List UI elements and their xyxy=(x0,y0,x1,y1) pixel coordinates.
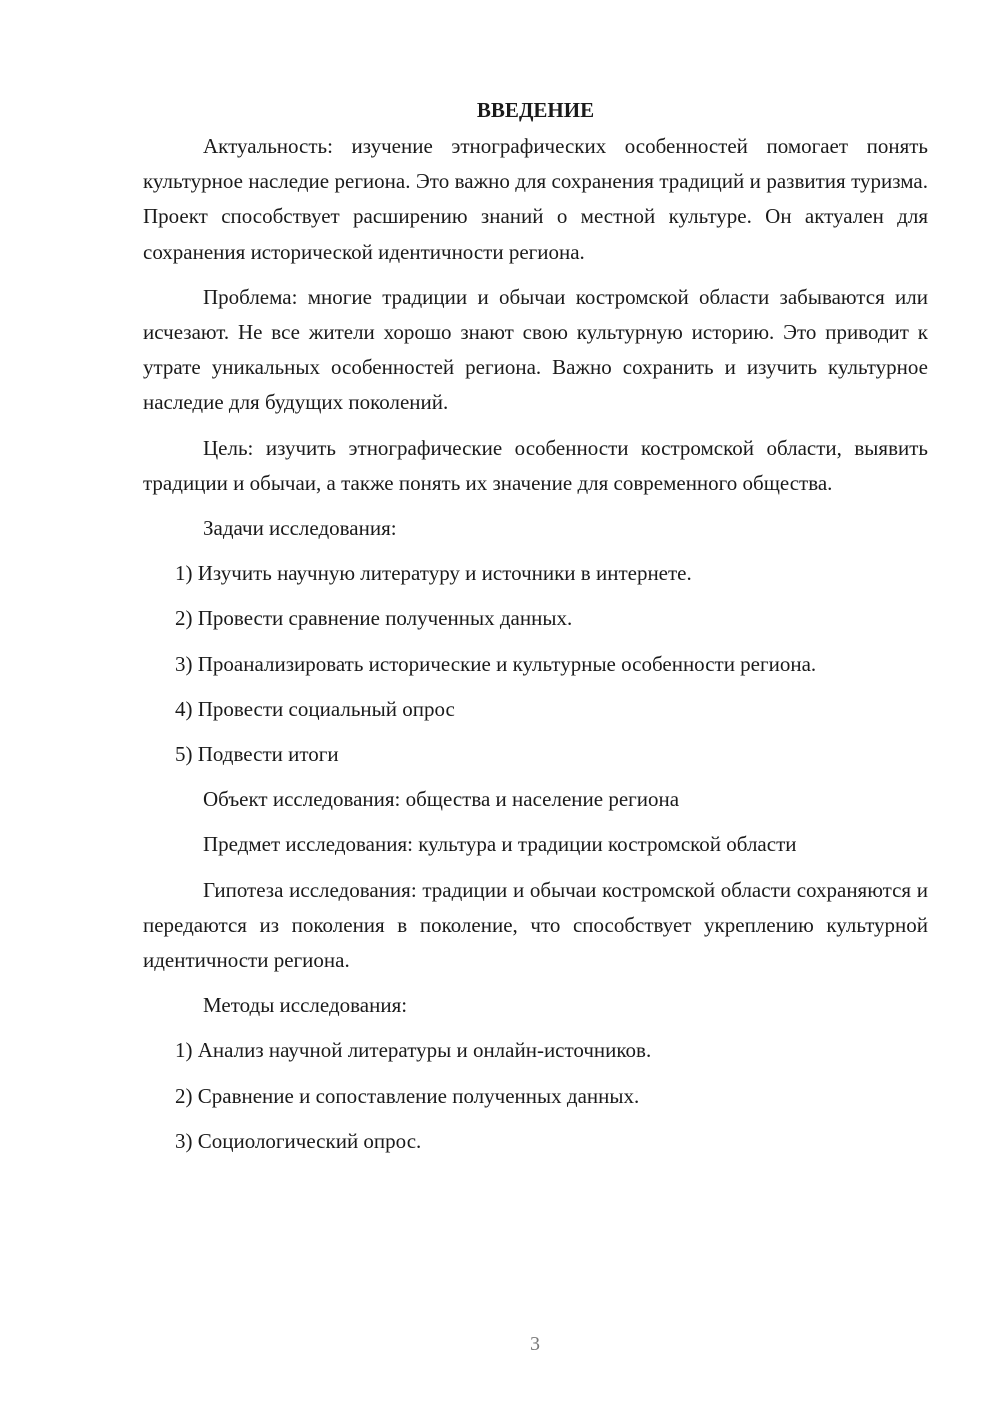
task-item-5: 5) Подвести итоги xyxy=(175,742,339,767)
paragraph-goal: Цель: изучить этнографические особенности костромской области, выявить традиции и обычаи, а также понять их значение для современного общества. xyxy=(143,435,928,495)
paragraph-problem: Проблема: многие традиции и обычаи костромской области забываются или исчезают. Не все жители хорошо знают свою культурную историю. Это приводит к утрате уникальных особенностей региона. Важно сохранить и изучить культурное наследие для будущих поколений. xyxy=(143,284,928,415)
task-item-3: 3) Проанализировать исторические и культурные особенности региона. xyxy=(175,651,817,676)
task-item-1: 1) Изучить научную литературу и источники в интернете. xyxy=(175,561,692,586)
task-item-2: 2) Провести сравнение полученных данных. xyxy=(175,606,573,631)
paragraph-hypothesis: Гипотеза исследования: традиции и обычаи костромской области сохраняются и передаются из поколения в поколение, что способствует укреплению культурной идентичности региона. xyxy=(143,877,928,973)
document-page xyxy=(143,92,928,1169)
page-title: ВВЕДЕНИЕ xyxy=(476,98,595,122)
paragraph-relevance: Актуальность: изучение этнографических особенностей помогает понять культурное наследие региона. Это важно для сохранения традиций и развития туризма. Проект способствует расширению знаний о местной культуре. Он актуален для сохранения исторической идентичности региона. xyxy=(143,134,928,264)
paragraph-methods-heading: Методы исследования: xyxy=(203,993,408,1018)
method-item-2: 2) Сравнение и сопоставление полученных данных. xyxy=(175,1083,640,1108)
method-item-3: 3) Социологический опрос. xyxy=(175,1128,422,1153)
paragraph-tasks-heading: Задачи исследования: xyxy=(203,516,397,541)
method-item-1: 1) Анализ научной литературы и онлайн-источников. xyxy=(175,1038,652,1063)
task-item-4: 4) Провести социальный опрос xyxy=(175,696,455,721)
paragraph-object: Объект исследования: общества и население региона xyxy=(203,787,680,812)
page-number: 3 xyxy=(530,1333,540,1355)
paragraph-subject: Предмет исследования: культура и традиции костромской области xyxy=(203,832,797,857)
